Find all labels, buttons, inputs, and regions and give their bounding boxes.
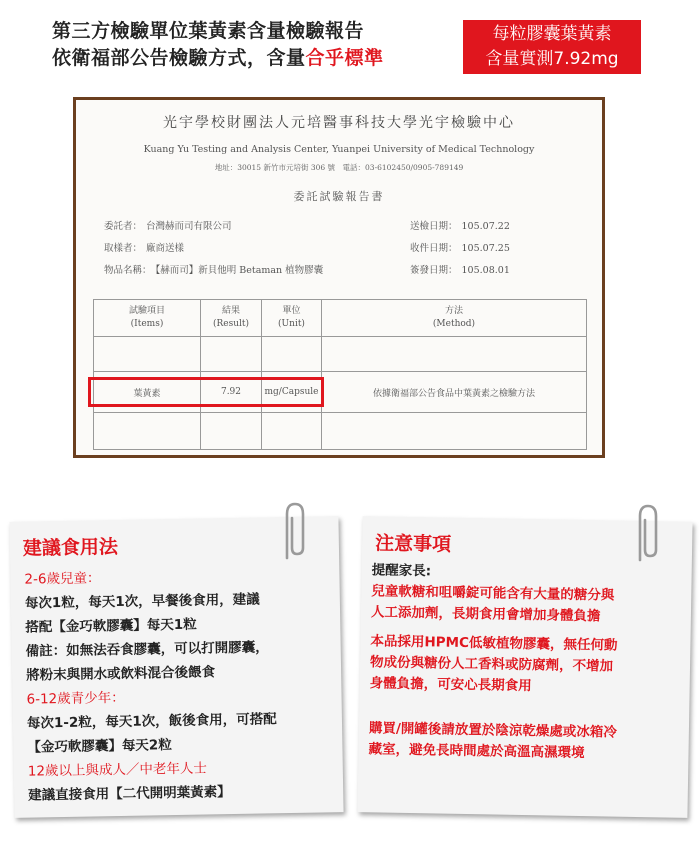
report-org-chinese: 光宇學校財團法人元培醫事科技大學光宇檢驗中心 — [163, 115, 515, 131]
usage-group2-title: 6-12歲青少年： — [26, 689, 125, 708]
table-header-result: 結果 (Result) — [201, 300, 262, 337]
usage-group1-title: 2-6歲兒童： — [24, 570, 101, 588]
sent-date-value: 105.07.22 — [461, 221, 510, 232]
usage-group1-line1: 每次1粒，每天1次，早餐後食用，建議 — [24, 591, 260, 612]
usage-note-body — [24, 562, 333, 807]
caution-storage-line1: 購買/開罐後請放置於陰涼乾燥處或冰箱冷 — [368, 720, 617, 741]
row-result: 7.92 — [201, 372, 262, 413]
caution-storage-line2: 藏室，避免長時間處於高溫高濕環境 — [368, 741, 585, 762]
usage-group1-line4: 將粉末與開水或飲料混合後餵食 — [25, 664, 216, 684]
report-product — [104, 262, 323, 276]
table-header-row — [94, 300, 587, 337]
usage-group3-title: 12歲以上與成人／中老年人士 — [27, 760, 208, 780]
table-row-blank-top — [94, 337, 587, 372]
caution-remind-line2: 人工添加劑，長期食用會增加身體負擔 — [370, 604, 601, 625]
issue-date-value: 105.08.01 — [461, 265, 510, 276]
badge-line-1: 每粒膠囊葉黃素 — [492, 24, 612, 44]
caution-hpmc-line2: 物成份與糖份人工香料或防腐劑，不增加 — [369, 654, 614, 675]
caution-hpmc-line1: 本品採用HPMC低敏植物膠囊，無任何動 — [370, 633, 618, 654]
row-item: 葉黃素 — [94, 372, 201, 413]
report-sent-date — [410, 218, 510, 232]
usage-group3-line1: 建議直接食用【二代開明葉黃素】 — [28, 784, 231, 804]
caution-note-body — [368, 560, 683, 765]
usage-note-title: 建議食用法 — [22, 536, 119, 560]
caution-remind-label: 提醒家長: — [371, 562, 432, 580]
product-label: 物品名稱： — [104, 265, 152, 276]
report-sampler — [104, 240, 184, 254]
table-header-unit: 單位 (Unit) — [262, 300, 322, 337]
header-line-2-prefix: 依衛福部公告檢驗方式，含量 — [52, 47, 306, 69]
sent-date-label: 送檢日期： — [410, 221, 458, 232]
sampler-label: 取樣者： — [104, 243, 143, 254]
row-method: 依據衛福部公告食品中葉黃素之檢驗方法 — [322, 372, 587, 413]
report-results-table — [93, 299, 587, 450]
received-date-value: 105.07.25 — [461, 243, 510, 254]
result-highlight-box — [88, 377, 324, 407]
issue-date-label: 簽發日期： — [410, 265, 458, 276]
table-header-method: 方法 (Method) — [322, 300, 587, 337]
lutein-content-badge — [463, 20, 641, 74]
header-line-2 — [52, 45, 452, 72]
paperclip-icon — [628, 502, 668, 564]
test-report-frame — [73, 97, 605, 458]
usage-group1-line3: 備註：如無法吞食膠囊，可以打開膠囊， — [25, 639, 269, 660]
table-header-items: 試驗項目 (Items) — [94, 300, 201, 337]
client-label: 委託者： — [104, 221, 143, 232]
report-received-date — [410, 240, 510, 254]
row-unit: mg/Capsule — [262, 372, 322, 413]
header-text — [52, 18, 452, 72]
product-value: 【赫而司】新貝他明 Betaman 植物膠囊 — [155, 265, 324, 276]
sampler-value: 廠商送樣 — [146, 243, 185, 254]
test-report-document — [76, 100, 602, 455]
usage-group2-line1: 每次1-2粒，每天1次，飯後食用，可搭配 — [26, 711, 277, 732]
table-row-blank-bottom — [94, 413, 587, 450]
caution-note-title: 注意事項 — [374, 532, 452, 556]
header-highlight: 合乎標準 — [305, 47, 384, 69]
caution-hpmc-line3: 身體負擔，可安心長期食用 — [369, 675, 532, 695]
client-value: 台灣赫而司有限公司 — [146, 221, 232, 232]
usage-group1-line2: 搭配【金巧軟膠囊】每天1粒 — [25, 616, 197, 636]
report-title: 委託試驗報告書 — [293, 190, 385, 203]
report-client — [104, 218, 232, 232]
caution-remind-line1: 兒童軟糖和咀嚼錠可能含有大量的糖分與 — [371, 583, 615, 604]
report-org-address: 地址：30015 新竹市元培街 306 號 電話：03-6102450/0905-789149 — [214, 163, 464, 172]
received-date-label: 收件日期： — [410, 243, 458, 254]
paperclip-icon — [275, 500, 315, 562]
badge-line-2: 含量實測7.92mg — [485, 49, 619, 69]
header-line-1: 第三方檢驗單位葉黃素含量檢驗報告 — [52, 20, 365, 42]
report-org-english: Kuang Yu Testing and Analysis Center, Yuanpei University of Medical Technology — [143, 144, 535, 155]
usage-group2-line2: 【金巧軟膠囊】每天2粒 — [27, 737, 172, 756]
report-issue-date — [410, 262, 510, 276]
